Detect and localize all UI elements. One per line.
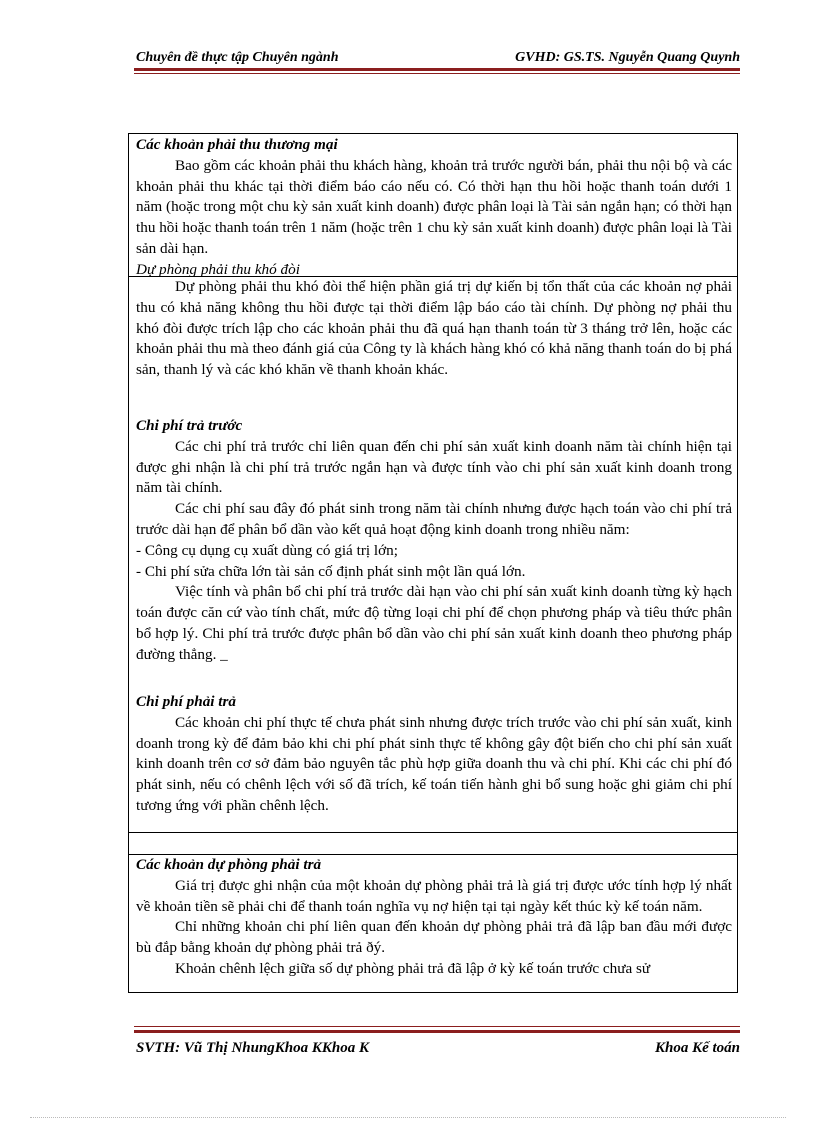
section-receivables <box>136 135 732 281</box>
section-payable <box>136 692 732 817</box>
prepaid-paragraph-3: Việc tính và phân bổ chi phí trả trước dài hạn vào chi phí sản xuất kinh doanh từng kỳ hạch toán được căn cứ vào tính chất, mức độ từng loại chi phí để chọn phương pháp và tiêu thức phân bổ hợp lý. Chi phí trả trước được phân bổ dần vào chi phí sản xuất kinh doanh theo phương pháp đường thẳng. _ <box>136 583 732 663</box>
header-right-advisor: GVHD: GS.TS. Nguyễn Quang Quynh <box>515 50 740 65</box>
payable-paragraph: Các khoản chi phí thực tế chưa phát sinh nhưng được trích trước vào chi phí sản xuất, kinh doanh trong kỳ để đảm bảo khi chi phí phát sinh thực tế không gây đột biến cho chi phí sản xuất kinh doanh trên cơ sở đảm bảo nguyên tắc phù hợp giữa doanh thu và chi phí. Khi các chi phí đó phát sinh, nếu có chênh lệch với số đã trích, kế toán tiến hành ghi bổ sung hoặc ghi giảm chi phí tương ứng với phần chênh lệch. <box>136 713 732 814</box>
header-rule-thin <box>134 73 740 74</box>
payable-heading: Chi phí phải trả <box>136 693 237 710</box>
footer-rule-thin <box>134 1026 740 1027</box>
header-left-title: Chuyên đề thực tập Chuyên ngành <box>136 50 339 65</box>
prepaid-heading: Chi phí trả trước <box>136 417 243 434</box>
bottom-dotted-line <box>30 1117 786 1118</box>
section-doubtful <box>136 277 732 381</box>
provisions-heading: Các khoản dự phòng phải trả <box>136 856 322 873</box>
section-prepaid <box>136 416 732 666</box>
footer-department: Khoa Kế toán <box>654 1040 740 1056</box>
section-provisions <box>136 855 732 980</box>
prepaid-paragraph-2: Các chi phí sau đây đó phát sinh trong năm tài chính nhưng được hạch toán vào chi phí trả trước dài hạn để phân bổ dần vào kết quả hoạt động kinh doanh trong nhiều năm: <box>136 500 732 538</box>
receivables-heading: Các khoản phải thu thương mại <box>136 136 338 153</box>
doubtful-paragraph: Dự phòng phải thu khó đòi thể hiện phần giá trị dự kiến bị tổn thất của các khoản nợ phải thu có khả năng không thu hồi được tại thời điểm lập báo cáo tài chính. Dự phòng nợ phải thu khó đòi được trích lập cho các khoản phải thu đã quá hạn thanh toán từ 3 tháng trở lên, hoặc các khoản phải thu mà theo đánh giá của Công ty là khách hàng khó có khả năng thanh toán do bị phá sản, thanh lý và các khó khăn về thanh khoản khác. <box>136 278 732 379</box>
prepaid-list-item-2: - Chi phí sửa chữa lớn tài sản cố định phát sinh một lần quá lớn. <box>136 562 526 580</box>
provisions-paragraph-1: Giá trị được ghi nhận của một khoản dự phòng phải trả là giá trị được ước tính hợp lý nhất về khoản tiền sẽ phải chi để thanh toán nghĩa vụ nợ hiện tại tại ngày kết thúc kỳ kế toán năm. <box>136 876 732 915</box>
page-header <box>134 44 740 68</box>
divider-line-2 <box>129 832 737 833</box>
content-box <box>128 133 738 993</box>
prepaid-paragraph-1: Các chi phí trả trước chỉ liên quan đến chi phí sản xuất kinh doanh năm tài chính hiện tại được ghi nhận là chi phí trả trước ngắn hạn và được tính vào chi phí sản xuất kinh doanh trong năm tài chính. <box>136 437 732 497</box>
header-rule-thick <box>134 68 740 71</box>
doubtful-heading: Dự phòng phải thu khó đòi <box>136 260 300 278</box>
footer-rule-thick <box>134 1030 740 1033</box>
footer-student: SVTH: Vũ Thị NhungKhoa KKhoa K <box>136 1040 370 1056</box>
provisions-paragraph-2: Chỉ những khoản chi phí liên quan đến khoản dự phòng phải trả đã lập ban đầu mới được bù đắp bằng khoản dự phòng phải trả ðý. <box>136 918 732 957</box>
receivables-paragraph: Bao gồm các khoản phải thu khách hàng, khoản trả trước người bán, phải thu nội bộ và các khoản phải thu khác tại thời điểm báo cáo nếu có. Có thời hạn thu hồi hoặc thanh toán dưới 1 năm (hoặc trong một chu kỳ sản xuất kinh doanh) được phân loại là Tài sản ngắn hạn; có thời hạn thu hồi hoặc thanh toán trên 1 năm (hoặc trên 1 chu kỳ sản xuất kinh doanh) được phân loại là Tài sản dài hạn. <box>136 156 732 257</box>
prepaid-list-item-1: - Công cụ dụng cụ xuất dùng có giá trị lớn; <box>136 541 398 559</box>
page-footer <box>134 1036 740 1060</box>
provisions-paragraph-3: Khoản chênh lệch giữa số dự phòng phải trả đã lập ở kỳ kế toán trước chưa sử <box>175 959 651 977</box>
